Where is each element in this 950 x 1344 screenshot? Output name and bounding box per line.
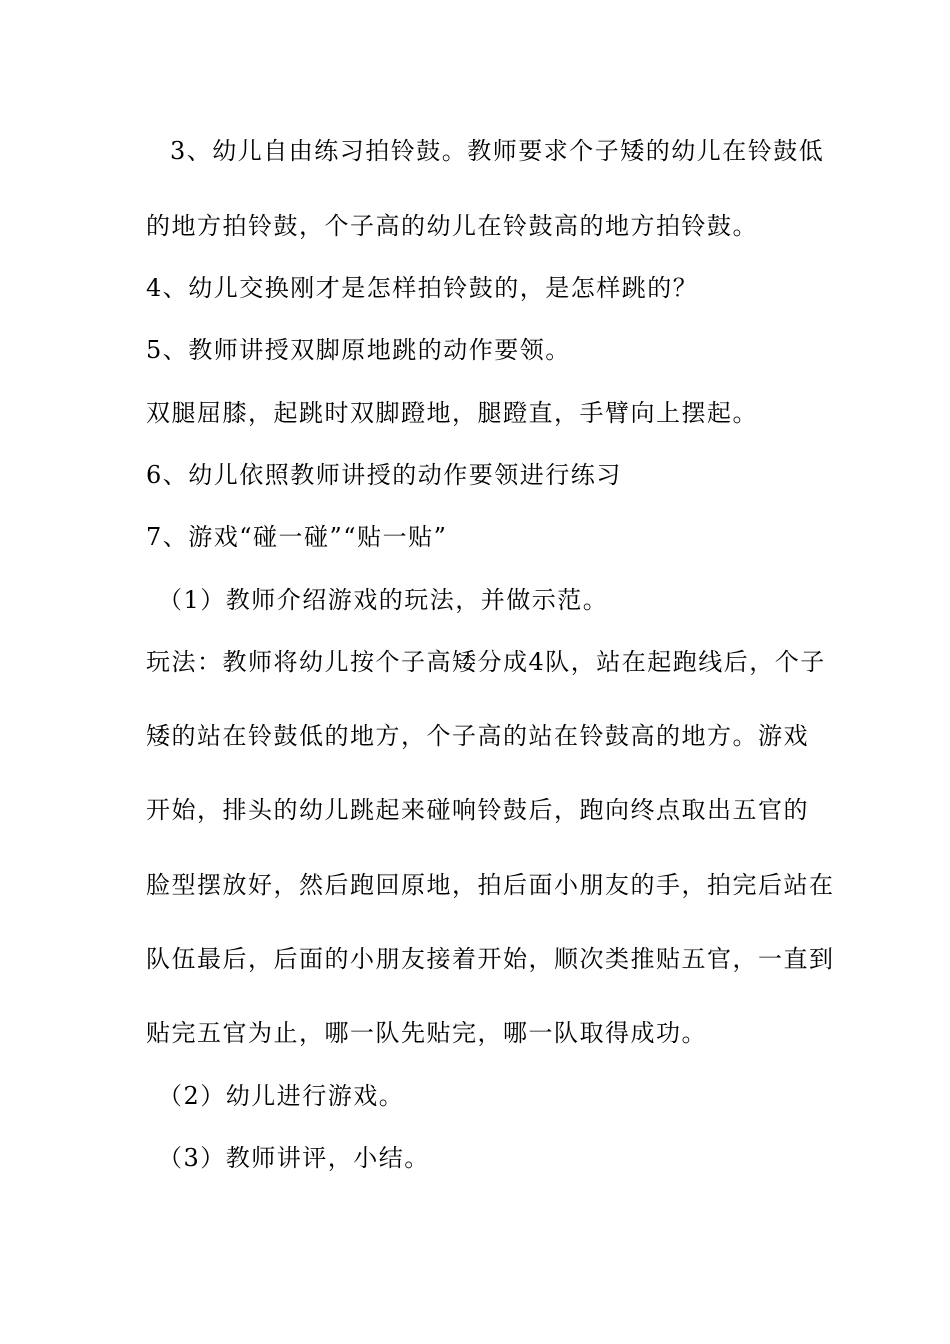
paragraph-line: 脸型摆放好，然后跑回原地，拍后面小朋友的手，拍完后站在 — [146, 871, 835, 899]
paragraph-line: 队伍最后，后面的小朋友接着开始，顺次类推贴五官，一直到 — [146, 945, 835, 973]
paragraph-line: 5、教师讲授双脚原地跳的动作要领。 — [146, 336, 571, 364]
paragraph-line: 的地方拍铃鼓，个子高的幼儿在铃鼓高的地方拍铃鼓。 — [146, 212, 758, 240]
paragraph-line: （1）教师介绍游戏的玩法，并做示范。 — [158, 586, 609, 614]
paragraph-line: （2）幼儿进行游戏。 — [158, 1082, 405, 1110]
paragraph-line: 贴完五官为止，哪一队先贴完，哪一队取得成功。 — [146, 1019, 707, 1047]
paragraph-line: 双腿屈膝，起跳时双脚蹬地，腿蹬直，手臂向上摆起。 — [146, 399, 758, 427]
paragraph-line: （3）教师讲评，小结。 — [158, 1144, 430, 1172]
paragraph-line: 6、幼儿依照教师讲授的动作要领进行练习 — [146, 461, 622, 489]
paragraph-line: 开始，排头的幼儿跳起来碰响铃鼓后，跑向终点取出五官的 — [146, 796, 809, 824]
paragraph-line: 矮的站在铃鼓低的地方，个子高的站在铃鼓高的地方。游戏 — [146, 722, 809, 750]
paragraph-line: 7、游戏“碰一碰”“贴一贴” — [146, 523, 448, 551]
paragraph-line: 玩法：教师将幼儿按个子高矮分成4队，站在起跑线后，个子 — [146, 648, 826, 676]
paragraph-line: 3、幼儿自由练习拍铃鼓。教师要求个子矮的幼儿在铃鼓低 — [170, 137, 825, 165]
paragraph-line: 4、幼儿交换刚才是怎样拍铃鼓的，是怎样跳的？ — [146, 274, 699, 302]
